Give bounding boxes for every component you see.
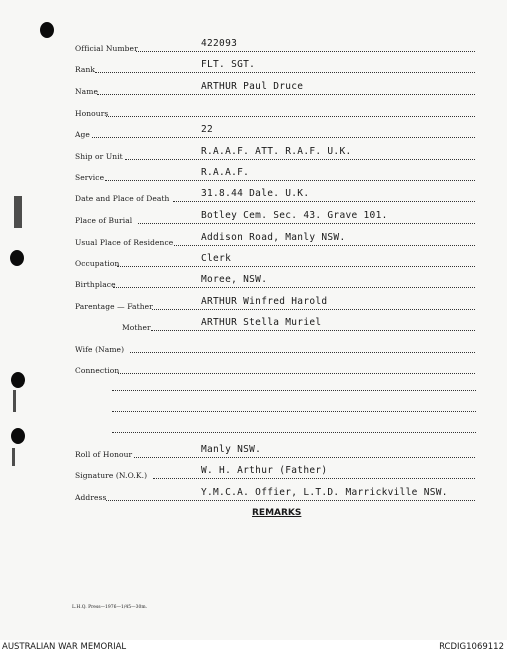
field-label: Honours (75, 109, 109, 118)
field-ship-or-unit (75, 147, 475, 161)
field-label: Service (75, 173, 105, 182)
field-value: Y.M.C.A. Offier, L.T.D. Marrickville NSW. (201, 487, 448, 498)
field-usual-residence (75, 233, 475, 247)
field-label: Official Number (75, 44, 138, 53)
punch-hole-bottom (11, 428, 25, 444)
field-value: Moree, NSW. (201, 274, 268, 285)
footer-bar (0, 640, 507, 654)
punch-hole-lower (11, 372, 25, 388)
field-occupation (75, 254, 475, 268)
field-signature (75, 466, 475, 480)
field-name (75, 82, 475, 96)
field-label: Roll of Honour (75, 450, 133, 459)
field-value: ARTHUR Paul Druce (201, 81, 304, 92)
field-label: Place of Burial (75, 216, 133, 225)
field-date-place-of-death (75, 189, 475, 203)
field-value: 422093 (201, 38, 238, 49)
field-value: R.A.A.F. (201, 167, 250, 178)
punch-hole-middle (10, 250, 24, 266)
field-value: ARTHUR Winfred Harold (201, 296, 328, 307)
binding-mark (13, 390, 16, 412)
field-value: W. H. Arthur (Father) (201, 465, 328, 476)
field-parentage-mother (75, 318, 475, 332)
punch-hole-top (40, 22, 54, 38)
field-label: Signature (N.O.K.) (75, 471, 148, 480)
field-connection (75, 361, 475, 375)
field-value: Botley Cem. Sec. 43. Grave 101. (201, 210, 388, 221)
field-label: Connection (75, 366, 120, 375)
field-label: Birthplace (75, 280, 116, 289)
field-age (75, 125, 475, 139)
field-label: Ship or Unit (75, 152, 123, 161)
field-label: Rank (75, 65, 96, 74)
field-label: Age (75, 130, 90, 139)
connection-line (112, 432, 476, 433)
field-label: Usual Place of Residence (75, 238, 174, 247)
field-value: Clerk (201, 253, 232, 264)
footer-institution: AUSTRALIAN WAR MEMORIAL (2, 642, 127, 652)
field-value: 31.8.44 Dale. U.K. (201, 188, 310, 199)
field-service (75, 168, 475, 182)
field-place-of-burial (75, 211, 475, 225)
remarks-heading: REMARKS (252, 508, 302, 518)
footer-record-id: RCDIG1069112 (439, 642, 504, 652)
field-value: ARTHUR Stella Muriel (201, 317, 322, 328)
binding-mark (12, 448, 15, 466)
field-official-number (75, 39, 475, 53)
field-value: 22 (201, 124, 214, 135)
field-label: Date and Place of Death (75, 194, 170, 203)
field-address (75, 488, 475, 502)
field-label: Name (75, 87, 98, 96)
connection-line (112, 390, 476, 391)
field-wife (75, 340, 475, 354)
connection-line (112, 411, 476, 412)
field-rank (75, 60, 475, 74)
field-value: R.A.A.F. ATT. R.A.F. U.K. (201, 146, 352, 157)
field-roll-of-honour (75, 445, 475, 459)
field-birthplace (75, 275, 475, 289)
field-label: Occupation (75, 259, 120, 268)
field-label: Address (75, 493, 107, 502)
field-parentage-father (75, 297, 475, 311)
binding-mark (14, 196, 22, 228)
field-label: Parentage — Father (75, 302, 153, 311)
field-honours (75, 104, 475, 118)
field-value: Addison Road, Manly NSW. (201, 232, 346, 243)
printer-imprint: L.H.Q. Press—1976—1/45—30m. (72, 605, 148, 610)
field-value: Manly NSW. (201, 444, 262, 455)
field-label: Wife (Name) (75, 345, 125, 354)
field-label: Mother (122, 323, 151, 332)
field-value: FLT. SGT. (201, 59, 256, 70)
